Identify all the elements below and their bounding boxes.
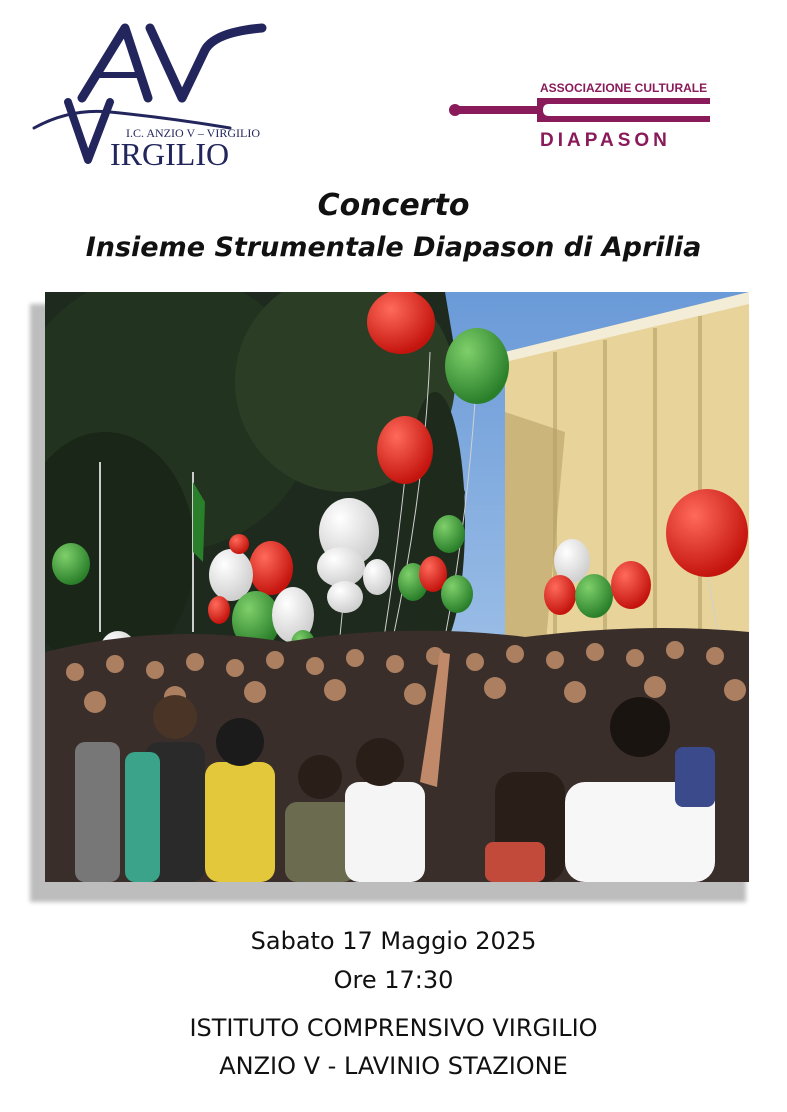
logo-name: IRGILIO [110,136,230,172]
venue-line-1: ISTITUTO COMPRENSIVO VIRGILIO [189,1014,598,1042]
diapason-logo [445,78,715,158]
diapason-top-text: ASSOCIAZIONE CULTURALE [540,81,708,95]
title-concerto: Concerto [317,188,470,223]
balloons-crowd-photo [45,292,749,882]
event-date: Sabato 17 Maggio 2025 [250,927,537,955]
event-time: Ore 17:30 [333,966,454,994]
tuning-fork-icon [449,98,710,122]
virgilio-logo [30,20,270,180]
diapason-name: DIAPASON [540,130,671,151]
venue-line-2: ANZIO V - LAVINIO STAZIONE [219,1052,568,1080]
title-ensemble: Insieme Strumentale Diapason di Aprilia [85,232,702,263]
logo-subtitle: I.C. ANZIO V – VIRGILIO [126,126,260,140]
